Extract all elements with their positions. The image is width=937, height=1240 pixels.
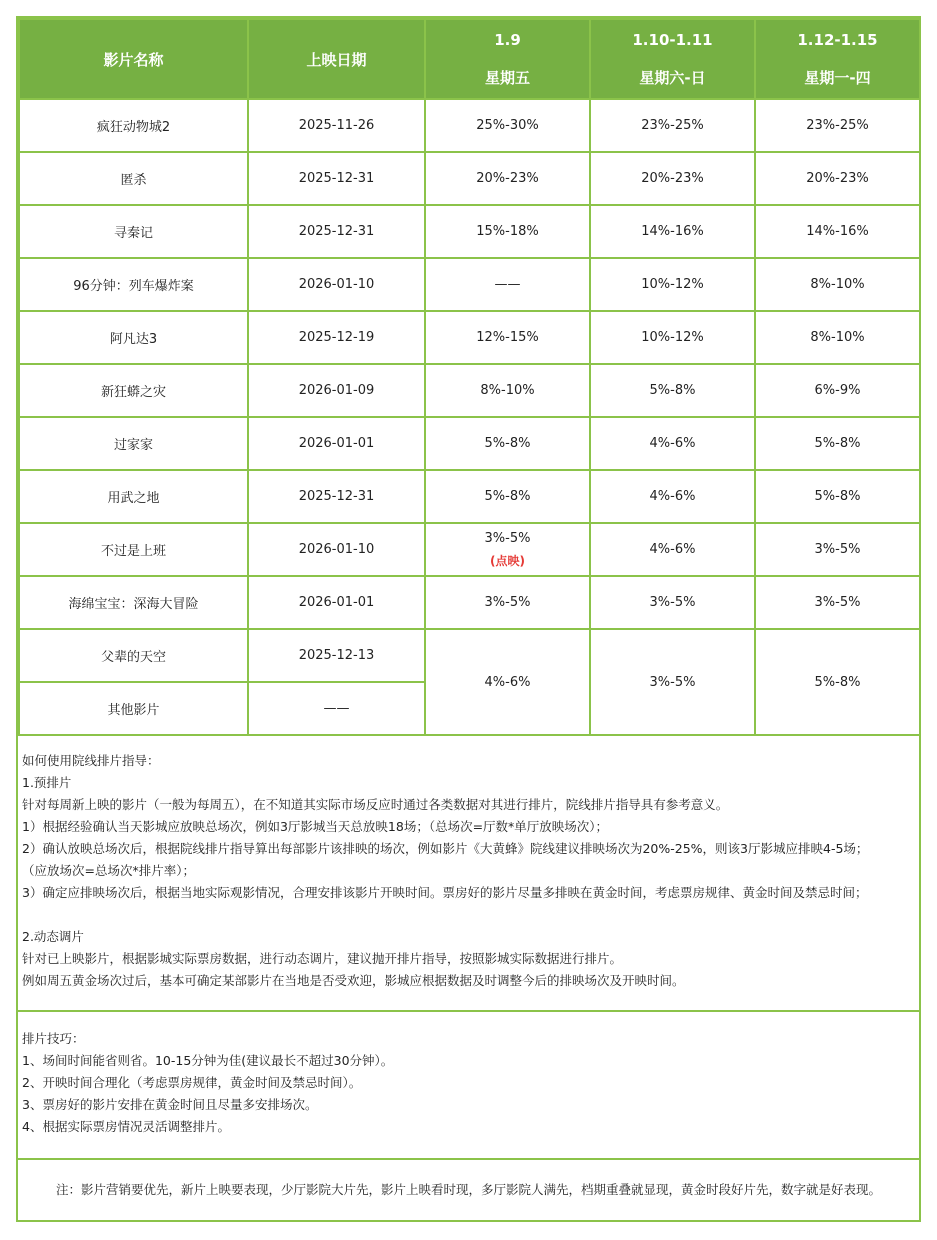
share-period-1: 15%-18% — [425, 205, 590, 258]
preview-note: (点映) — [490, 553, 525, 568]
table-row — [19, 629, 920, 682]
share-period-1: 5%-8% — [425, 470, 590, 523]
release-date: 2026-01-01 — [248, 576, 425, 629]
header-release-date: 上映日期 — [248, 19, 425, 99]
tips-title: 排片技巧： — [22, 1031, 85, 1046]
pre-schedule-step-2-formula: （应放场次=总场次*排片率）； — [22, 863, 195, 878]
release-date: 2026-01-01 — [248, 417, 425, 470]
share-period-2: 3%-5% — [590, 576, 755, 629]
film-name: 阿凡达3 — [19, 311, 248, 364]
guide-title: 如何使用院线排片指导： — [22, 753, 160, 768]
share-period-3: 23%-25% — [755, 99, 920, 152]
share-period-2: 23%-25% — [590, 99, 755, 152]
tip-item: 2、开映时间合理化（考虑票房规律，黄金时间及禁忌时间）。 — [22, 1075, 362, 1090]
share-period-1: —— — [425, 258, 590, 311]
table-row — [19, 152, 920, 205]
release-date: 2025-12-31 — [248, 152, 425, 205]
table-row — [19, 258, 920, 311]
share-value: 3%-5% — [484, 530, 531, 546]
film-name: 匿杀 — [19, 152, 248, 205]
release-date: 2025-12-19 — [248, 311, 425, 364]
dynamic-adjust-title: 2.动态调片 — [22, 929, 84, 944]
share-period-3: 6%-9% — [755, 364, 920, 417]
share-period-1: 3%-5% — [425, 576, 590, 629]
share-period-3: 8%-10% — [755, 311, 920, 364]
table-row — [19, 205, 920, 258]
share-period-3: 3%-5% — [755, 576, 920, 629]
share-period-2: 4%-6% — [590, 417, 755, 470]
film-name: 不过是上班 — [19, 523, 248, 576]
share-period-3: 5%-8% — [755, 470, 920, 523]
film-name: 海绵宝宝：深海大冒险 — [19, 576, 248, 629]
film-name: 用武之地 — [19, 470, 248, 523]
header-period-1: 1.9 星期五 — [425, 19, 590, 99]
table-row — [19, 523, 920, 576]
share-period-2: 10%-12% — [590, 311, 755, 364]
share-period-1 — [425, 523, 590, 576]
film-name: 疯狂动物城2 — [19, 99, 248, 152]
table-row — [19, 364, 920, 417]
release-date: 2026-01-10 — [248, 523, 425, 576]
film-name: 寻秦记 — [19, 205, 248, 258]
share-period-3-merged: 5%-8% — [755, 629, 920, 735]
release-date: 2026-01-09 — [248, 364, 425, 417]
tip-item: 1、场间时间能省则省。10-15分钟为佳(建议最长不超过30分钟）。 — [22, 1053, 394, 1068]
release-date: 2025-12-31 — [248, 470, 425, 523]
share-period-2: 20%-23% — [590, 152, 755, 205]
share-period-1: 8%-10% — [425, 364, 590, 417]
tips-section — [18, 1012, 919, 1160]
header-period-3: 1.12-1.15 星期一-四 — [755, 19, 920, 99]
release-date: 2025-12-31 — [248, 205, 425, 258]
film-name: 父辈的天空 — [19, 629, 248, 682]
share-period-1: 20%-23% — [425, 152, 590, 205]
table-row — [19, 576, 920, 629]
spacer — [22, 904, 915, 926]
share-period-3: 14%-16% — [755, 205, 920, 258]
share-period-2: 5%-8% — [590, 364, 755, 417]
film-name: 过家家 — [19, 417, 248, 470]
share-period-3: 3%-5% — [755, 523, 920, 576]
usage-guide-section — [18, 736, 919, 1012]
schedule-table — [18, 18, 921, 736]
table-row — [19, 311, 920, 364]
table-row — [19, 99, 920, 152]
tip-item: 4、根据实际票房情况灵活调整排片。 — [22, 1119, 230, 1134]
dynamic-adjust-text-2: 例如周五黄金场次过后，基本可确定某部影片在当地是否受欢迎，影城应根据数据及时调整今后的排映场次及开映时间。 — [22, 973, 685, 988]
share-period-2: 10%-12% — [590, 258, 755, 311]
share-period-3: 5%-8% — [755, 417, 920, 470]
release-date: —— — [248, 682, 425, 735]
table-header-row — [19, 19, 920, 99]
film-name: 其他影片 — [19, 682, 248, 735]
footer-note — [18, 1160, 919, 1220]
film-name: 新狂蟒之灾 — [19, 364, 248, 417]
share-period-1: 5%-8% — [425, 417, 590, 470]
release-date: 2025-11-26 — [248, 99, 425, 152]
table-row — [19, 417, 920, 470]
pre-schedule-title: 1.预排片 — [22, 775, 72, 790]
pre-schedule-step-1: 1）根据经验确认当天影城应放映总场次，例如3厅影城当天总放映18场；（总场次=厅数*单厅放映场次）； — [22, 819, 609, 834]
pre-schedule-intro: 针对每周新上映的影片（一般为每周五），在不知道其实际市场反应时通过各类数据对其进行排片，院线排片指导具有参考意义。 — [22, 797, 729, 812]
share-period-1: 25%-30% — [425, 99, 590, 152]
release-date: 2025-12-13 — [248, 629, 425, 682]
share-period-1: 12%-15% — [425, 311, 590, 364]
table-row — [19, 470, 920, 523]
share-period-2: 14%-16% — [590, 205, 755, 258]
header-period-2: 1.10-1.11 星期六-日 — [590, 19, 755, 99]
dynamic-adjust-text-1: 针对已上映影片，根据影城实际票房数据，进行动态调片，建议抛开排片指导，按照影城实际数据进行排片。 — [22, 951, 623, 966]
share-period-1-merged: 4%-6% — [425, 629, 590, 735]
header-film: 影片名称 — [19, 19, 248, 99]
share-period-3: 8%-10% — [755, 258, 920, 311]
film-name: 96分钟：列车爆炸案 — [19, 258, 248, 311]
footer-note-text: 注：影片营销要优先，新片上映要表现，少厅影院大片先，影片上映看时现，多厅影院人满先，档期重叠就显现，黄金时段好片先，数字就是好表现。 — [55, 1182, 881, 1197]
share-period-2: 4%-6% — [590, 470, 755, 523]
pre-schedule-step-3: 3）确定应排映场次后，根据当地实际观影情况，合理安排该影片开映时间。票房好的影片尽量多排映在黄金时间，考虑票房规律、黄金时间及禁忌时间； — [22, 885, 868, 900]
pre-schedule-step-2: 2）确认放映总场次后，根据院线排片指导算出每部影片该排映的场次，例如影片《大黄蜂》院线建议排映场次为20%-25%，则该3厅影城应排映4-5场； — [22, 841, 869, 856]
share-period-2-merged: 3%-5% — [590, 629, 755, 735]
share-period-2: 4%-6% — [590, 523, 755, 576]
tip-item: 3、票房好的影片安排在黄金时间且尽量多安排场次。 — [22, 1097, 318, 1112]
share-period-3: 20%-23% — [755, 152, 920, 205]
schedule-guide-panel — [16, 16, 921, 1222]
release-date: 2026-01-10 — [248, 258, 425, 311]
